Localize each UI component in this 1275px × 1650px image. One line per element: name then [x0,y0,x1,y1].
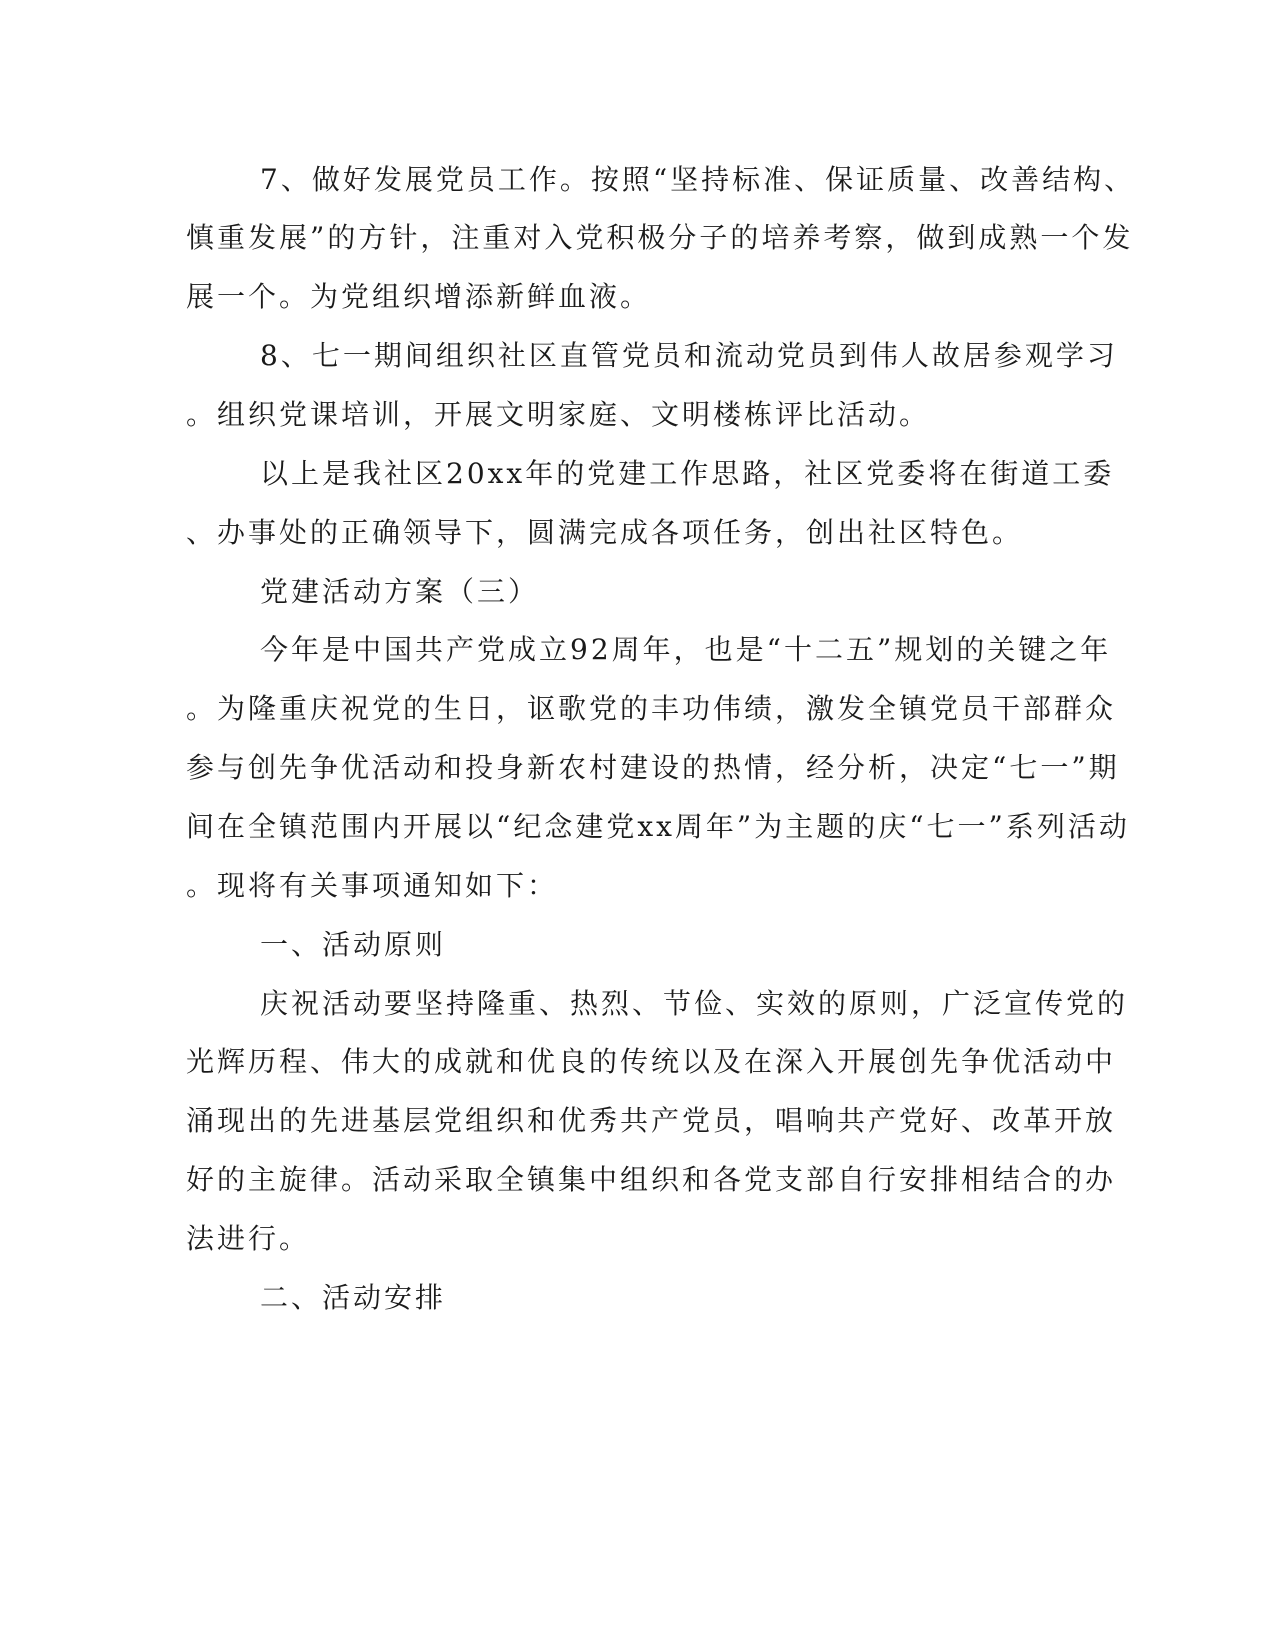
section-heading: 一、活动原则 [260,928,447,961]
text-line: 好的主旋律。活动采取全镇集中组织和各党支部自行安排相结合的办 [186,1163,1117,1196]
text-line: 光辉历程、伟大的成就和优良的传统以及在深入开展创先争优活动中 [186,1045,1117,1078]
text-line: 庆祝活动要坚持隆重、热烈、节俭、实效的原则，广泛宣传党的 [260,987,1129,1020]
text-line: 展一个。为党组织增添新鲜血液。 [186,280,652,313]
text-line: 以上是我社区20xx年的党建工作思路，社区党委将在街道工委 [260,457,1115,490]
text-line: 法进行。 [186,1222,311,1255]
text-line: 涌现出的先进基层党组织和优秀共产党员，唱响共产党好、改革开放 [186,1104,1117,1137]
text-line: 参与创先争优活动和投身新农村建设的热情，经分析，决定“七一”期 [186,751,1120,784]
text-line: 。现将有关事项通知如下： [186,869,559,902]
text-line: 。为隆重庆祝党的生日，讴歌党的丰功伟绩，激发全镇党员干部群众 [186,692,1117,725]
text-line: 间在全镇范围内开展以“纪念建党xx周年”为主题的庆“七一”系列活动 [186,810,1130,843]
text-line: 、办事处的正确领导下，圆满完成各项任务，创出社区特色。 [186,516,1024,549]
text-line: 。组织党课培训，开展文明家庭、文明楼栋评比活动。 [186,398,931,431]
text-line: 8、七一期间组织社区直管党员和流动党员到伟人故居参观学习 [260,339,1118,372]
section-title: 党建活动方案（三） [260,575,540,608]
text-line: 7、做好发展党员工作。按照“坚持标准、保证质量、改善结构、 [260,163,1136,196]
text-line: 慎重发展”的方针，注重对入党积极分子的培养考察，做到成熟一个发 [186,221,1134,254]
section-heading: 二、活动安排 [260,1281,447,1314]
text-line: 今年是中国共产党成立92周年，也是“十二五”规划的关键之年 [260,633,1112,666]
